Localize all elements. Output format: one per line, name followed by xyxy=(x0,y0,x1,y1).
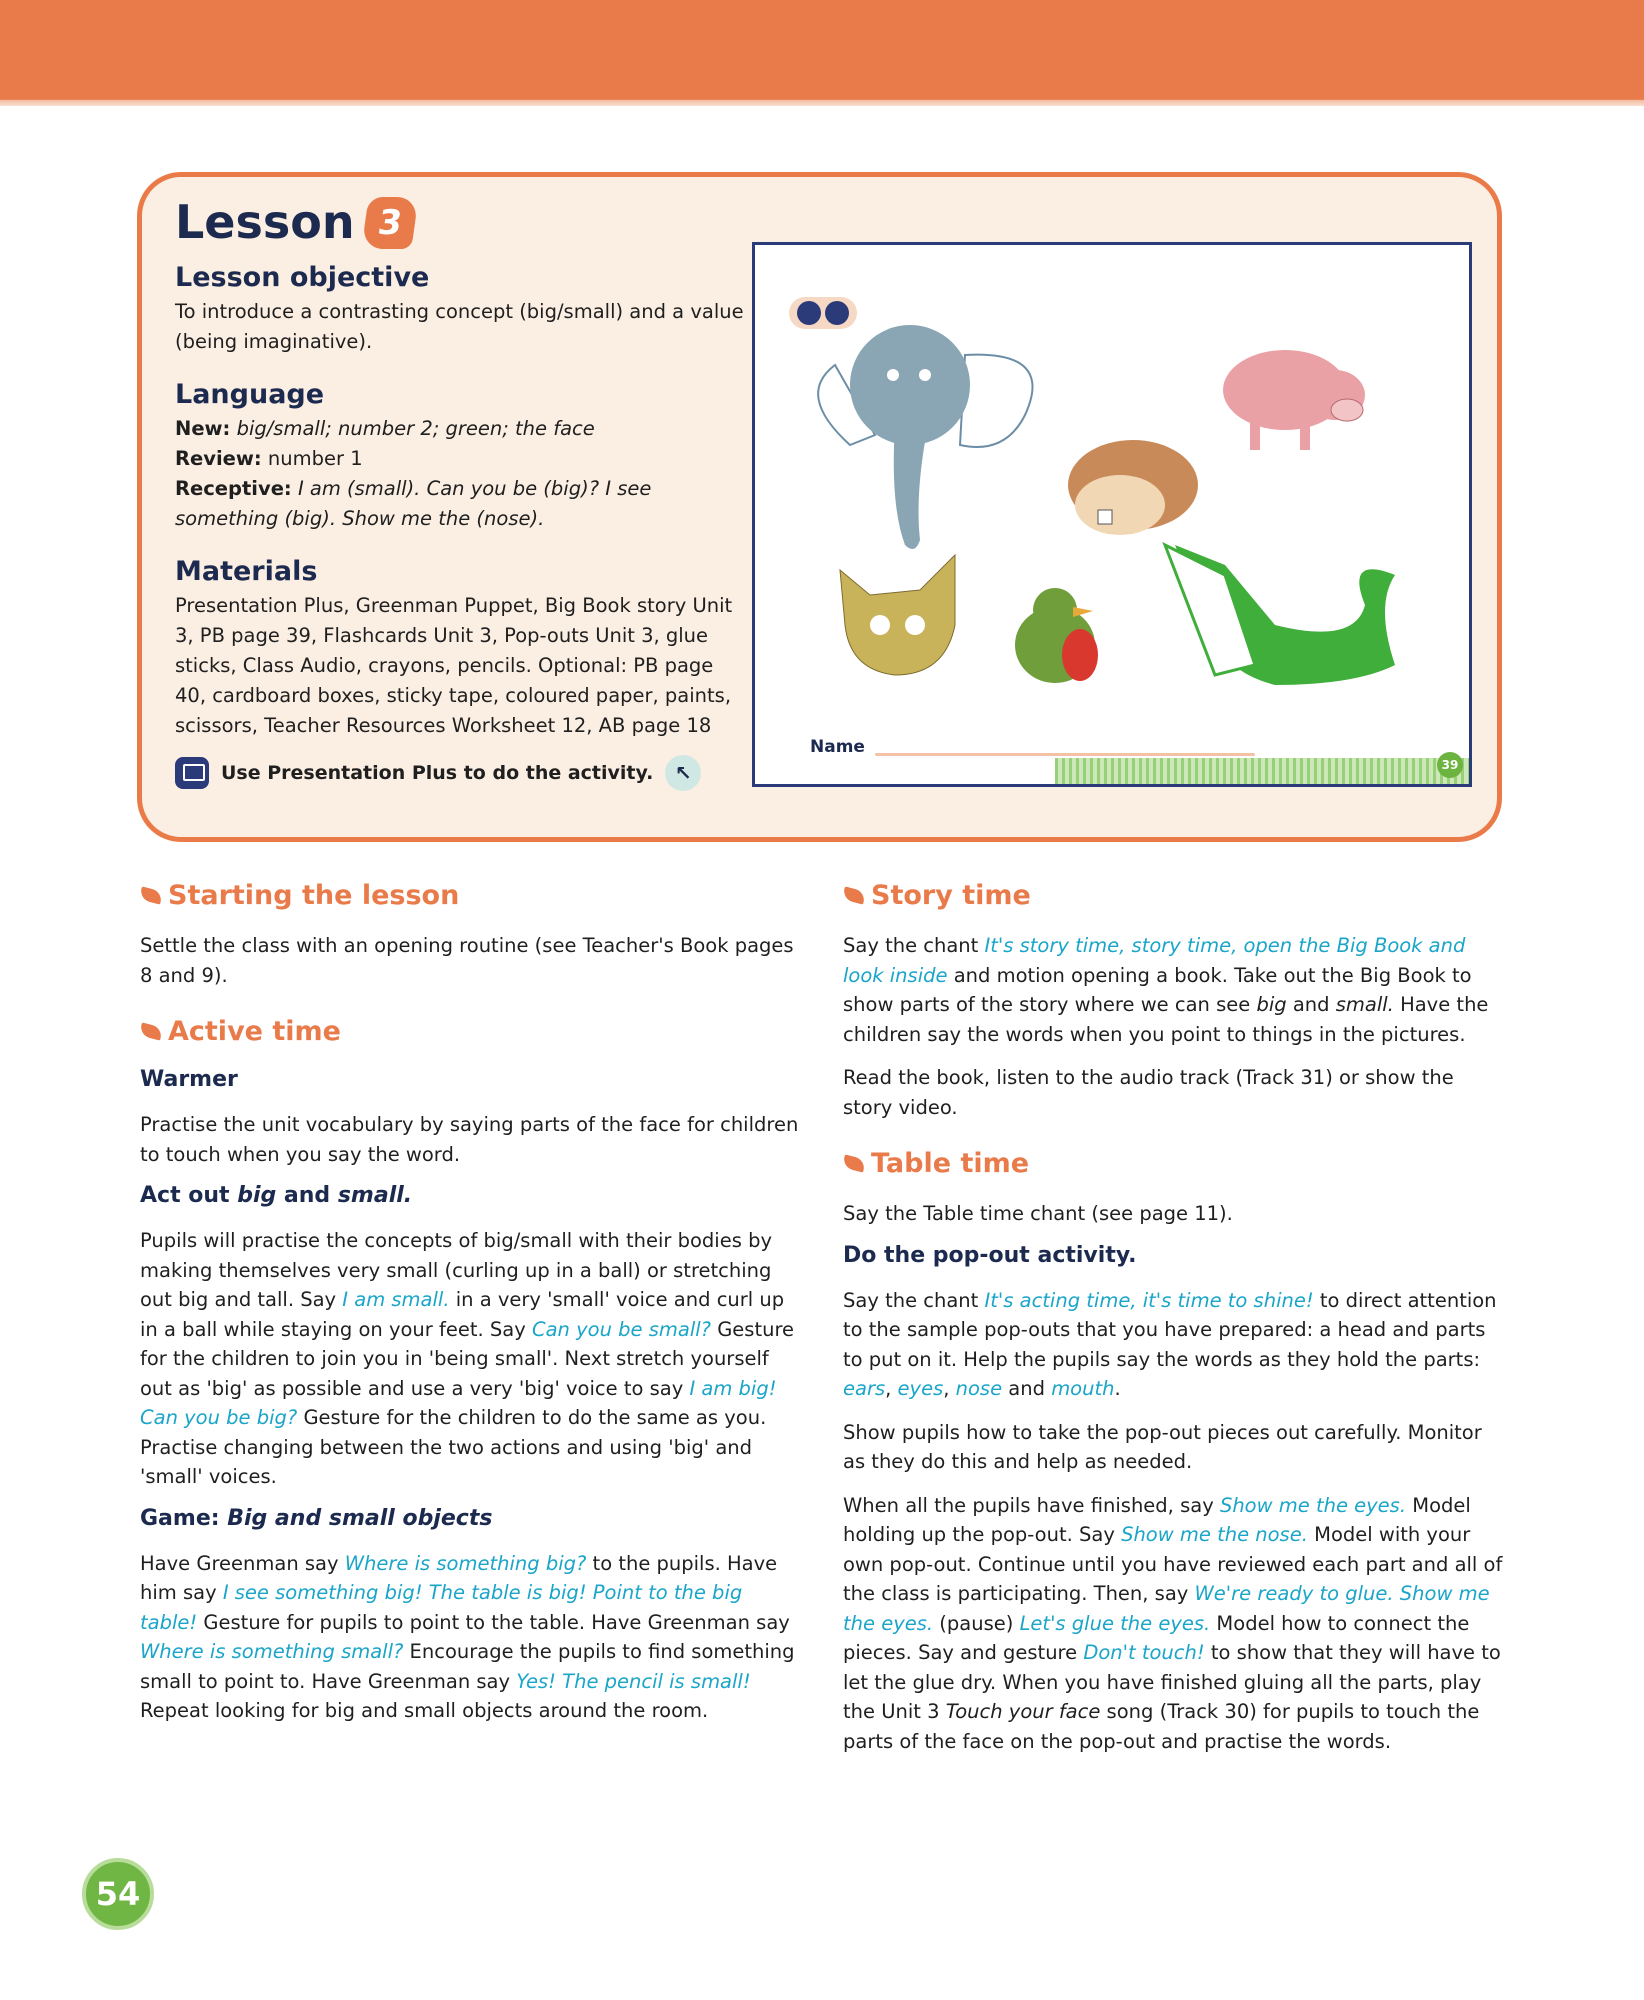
leaf-icon xyxy=(842,1154,867,1172)
worksheet-grass xyxy=(1055,758,1470,784)
leaf-icon xyxy=(139,886,164,904)
presentation-plus-text: Use Presentation Plus to do the activity. xyxy=(221,762,654,784)
language-new: New: big/small; number 2; green; the face xyxy=(175,417,595,440)
act-out-heading: Act out big and small. xyxy=(140,1183,413,1208)
cursor-icon[interactable]: ↖ xyxy=(665,755,701,791)
language-review: Review: number 1 xyxy=(175,447,363,470)
story-heading: Story time xyxy=(843,880,1508,911)
story-text-2: Read the book, listen to the audio track (Track 31) or show the story video. xyxy=(843,1066,1454,1119)
leaf-icon xyxy=(842,886,867,904)
lesson-overview-box xyxy=(137,172,1502,842)
animal-illustrations xyxy=(755,245,1469,725)
materials-text: Presentation Plus, Greenman Puppet, Big Book story Unit 3, PB page 39, Flashcards Unit 3, Pop-outs Unit 3, glue sticks, Class Audio, crayons, pencils. Optional: PB page 40, cardboard boxes, sticky tape, coloured paper, paints, scissors, Teacher Resources Worksheet 12, AB page 18 xyxy=(175,594,733,737)
active-heading: Active time xyxy=(140,1016,805,1047)
popout-text-3: When all the pupils have finished, say Show me the eyes. Model holding up the pop-out. Say Show me the nose. Model with your own pop-out. Continue until you have reviewed each part and all of the class is participating. Then, say We're ready to glue. Show me the eyes. (pause) Let's glue the eyes. Model how to connect the pieces. Say and gesture Don't touch! to show that they will have to let the glue dry. When you have finished gluing all the parts, play the Unit 3 Touch your face song (Track 30) for pupils to touch the parts of the face on the pop-out and practise the words. xyxy=(843,1493,1503,1753)
game-text: Have Greenman say Where is something big? to the pupils. Have him say I see something big! The table is big! Point to the big table! Gesture for pupils to point to the table. Have Greenman say Where is something small? Encourage the pupils to find something small to point to. Have Greenman say Yes! The pencil is small! Repeat looking for big and small objects around the room. xyxy=(140,1551,795,1722)
objective-text: To introduce a contrasting concept (big/small) and a value (being imaginative). xyxy=(175,300,744,353)
top-banner xyxy=(0,0,1644,100)
presentation-screen-icon xyxy=(175,757,209,789)
objective-heading: Lesson objective xyxy=(175,262,430,293)
popout-heading: Do the pop-out activity. xyxy=(843,1242,1137,1268)
page-number: 54 xyxy=(82,1858,154,1930)
popout-text-2: Show pupils how to take the pop-out pieces out carefully. Monitor as they do this and help as needed. xyxy=(843,1420,1482,1473)
starting-heading: Starting the lesson xyxy=(140,880,805,911)
lesson-title-text: Lesson xyxy=(175,195,355,249)
worksheet-page-number: 39 xyxy=(1437,752,1463,778)
warmer-heading: Warmer xyxy=(140,1067,238,1092)
bird-illustration xyxy=(1015,588,1098,683)
worksheet-thumbnail xyxy=(752,242,1472,787)
language-heading: Language xyxy=(175,379,325,410)
lesson-number-badge: 3 xyxy=(361,197,418,249)
story-text: Say the chant It's story time, story time, open the Big Book and look inside and motion opening a book. Take out the Big Book to show parts of the story where we can see big and small. Have the children say the words when you point to things in the pictures. xyxy=(843,934,1489,1046)
materials-heading: Materials xyxy=(175,556,318,587)
worksheet-name-line xyxy=(875,753,1255,756)
leaf-icon xyxy=(139,1022,164,1040)
table-heading: Table time xyxy=(843,1148,1508,1179)
warmer-text: Practise the unit vocabulary by saying parts of the face for children to touch when you say the word. xyxy=(140,1113,799,1166)
elephant-illustration xyxy=(818,325,1032,549)
starting-text: Settle the class with an opening routine (see Teacher's Book pages 8 and 9). xyxy=(140,934,794,987)
language-receptive: Receptive: I am (small). Can you be (big)? I see something (big). Show me the (nose). xyxy=(175,477,652,530)
right-column xyxy=(843,880,1508,1770)
cat-illustration xyxy=(840,555,955,675)
table-text: Say the Table time chant (see page 11). xyxy=(843,1202,1233,1225)
popout-text-1: Say the chant It's acting time, it's time to shine! to direct attention to the sample pop-outs that you have prepared: a head and parts to put on it. Help the pupils say the words as they hold the parts: ears, eyes, nose and mouth. xyxy=(843,1288,1497,1400)
game-heading: Game: Big and small objects xyxy=(140,1505,493,1531)
crocodile-illustration xyxy=(1165,545,1395,685)
act-out-text: Pupils will practise the concepts of big/small with their bodies by making themselves very small (curling up in a ball) or stretching out big and tall. Say I am small. in a very 'small' voice and curl up in a ball while staying on your feet. Say Can you be small? Gesture for the children to join you in 'being small'. Next stretch yourself out as 'big' as possible and use a very 'big' voice to say I am big! Can you be big? Gesture for the children to do the same as you. Practise changing between the two actions and using 'big' and 'small' voices. xyxy=(140,1229,795,1488)
worksheet-name-label: Name xyxy=(810,737,865,757)
lesson-info xyxy=(175,262,745,763)
hamster-illustration xyxy=(1068,440,1198,535)
lesson-title xyxy=(175,195,415,249)
pig-illustration xyxy=(1223,350,1365,450)
presentation-plus-note xyxy=(175,755,701,791)
left-column xyxy=(140,880,805,1740)
